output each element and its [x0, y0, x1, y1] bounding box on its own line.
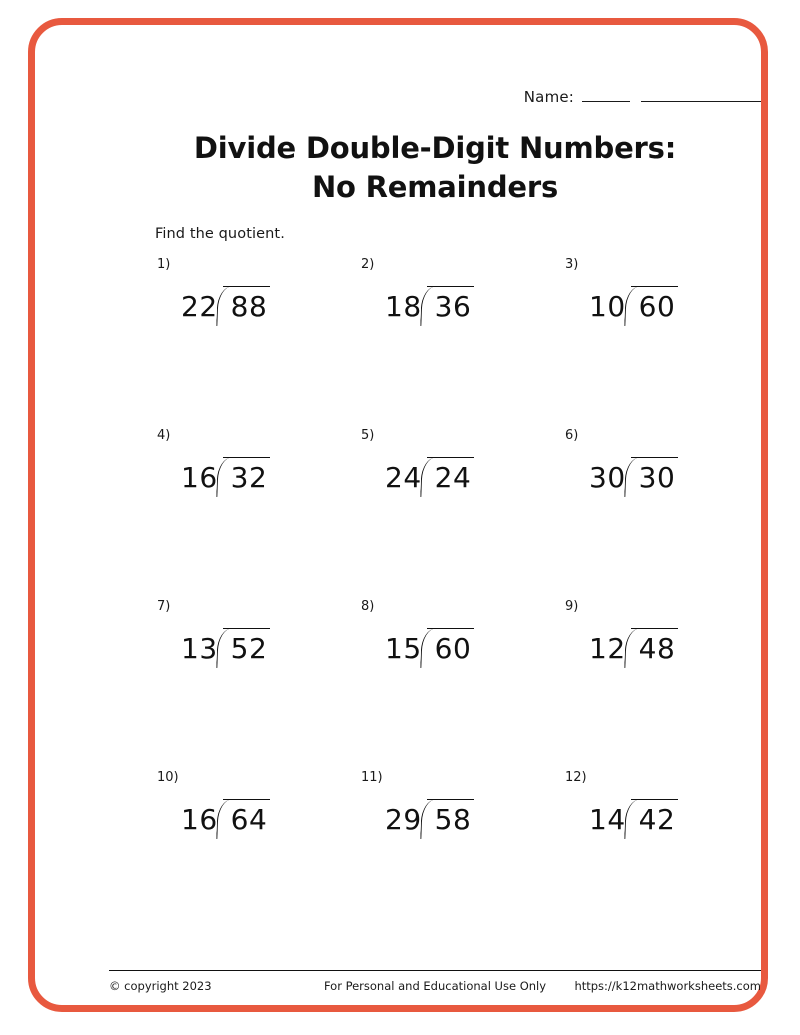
long-division-expression [589, 797, 677, 843]
page-border-frame [28, 18, 768, 1012]
long-division-expression [589, 284, 677, 330]
problem-number: 10) [157, 770, 179, 785]
problem-number: 6) [565, 428, 579, 443]
name-label: Name: [523, 88, 575, 106]
divisor: 30 [589, 461, 626, 494]
problem-number: 1) [157, 257, 171, 272]
dividend: 60 [631, 284, 678, 321]
divisor: 12 [589, 632, 626, 665]
problem-number: 7) [157, 599, 171, 614]
divisor: 13 [181, 632, 218, 665]
footer-url: https://k12mathworksheets.com [574, 979, 761, 993]
problem-number: 12) [565, 770, 587, 785]
problem-number: 8) [361, 599, 375, 614]
long-division-expression [181, 797, 269, 843]
page-title-line2: No Remainders [311, 170, 559, 205]
name-blank-long[interactable] [641, 87, 761, 102]
divisor: 14 [589, 803, 626, 836]
problem-row [141, 428, 781, 599]
dividend: 42 [631, 797, 678, 834]
long-division-expression [181, 284, 269, 330]
dividend: 52 [223, 626, 270, 663]
long-division-expression [181, 455, 269, 501]
long-division-expression [385, 626, 473, 672]
long-division-expression [385, 284, 473, 330]
problem-row [141, 770, 781, 941]
divisor: 16 [181, 461, 218, 494]
long-division-expression [385, 455, 473, 501]
long-division-expression [589, 455, 677, 501]
long-division-expression [589, 626, 677, 672]
dividend: 48 [631, 626, 678, 663]
problem-row [141, 599, 781, 770]
problem-number: 3) [565, 257, 579, 272]
page-title-line1: Divide Double-Digit Numbers: [193, 131, 677, 165]
dividend: 58 [427, 797, 474, 834]
dividend: 88 [223, 284, 270, 321]
footer-divider [109, 970, 761, 971]
divisor: 10 [589, 290, 626, 323]
divisor: 16 [181, 803, 218, 836]
long-division-expression [385, 797, 473, 843]
footer-usage-note: For Personal and Educational Use Only [323, 979, 547, 993]
divisor: 18 [385, 290, 422, 323]
dividend: 30 [631, 455, 678, 492]
dividend: 24 [427, 455, 474, 492]
problem-number: 5) [361, 428, 375, 443]
dividend: 64 [223, 797, 270, 834]
name-field-row [524, 87, 761, 106]
name-blank-short[interactable] [582, 87, 630, 102]
problem-number: 11) [361, 770, 383, 785]
problem-row [141, 257, 781, 428]
problem-grid [141, 257, 781, 941]
dividend: 60 [427, 626, 474, 663]
divisor: 29 [385, 803, 422, 836]
footer [109, 979, 761, 999]
divisor: 22 [181, 290, 218, 323]
dividend: 36 [427, 284, 474, 321]
problem-number: 4) [157, 428, 171, 443]
problem-number: 9) [565, 599, 579, 614]
footer-copyright: © copyright 2023 [109, 979, 212, 993]
instruction-text: Find the quotient. [155, 226, 285, 242]
problem-number: 2) [361, 257, 375, 272]
worksheet-content [83, 61, 787, 1023]
dividend: 32 [223, 455, 270, 492]
long-division-expression [181, 626, 269, 672]
divisor: 24 [385, 461, 422, 494]
divisor: 15 [385, 632, 422, 665]
page-title [83, 129, 787, 207]
